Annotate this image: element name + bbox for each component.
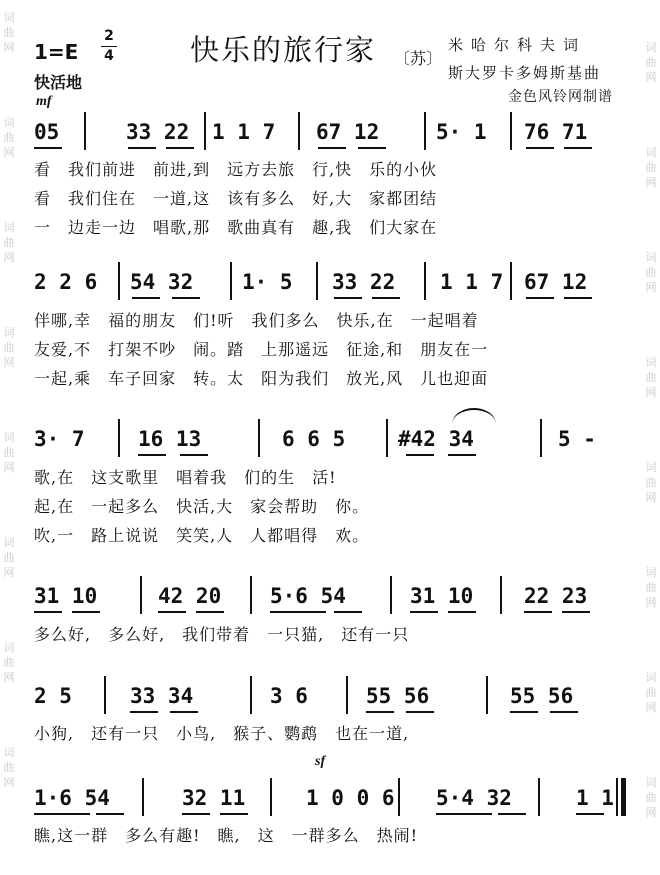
watermark-text: 词曲网 bbox=[645, 776, 657, 819]
notation-row bbox=[30, 786, 630, 816]
measure-notes: 32 11 bbox=[182, 786, 246, 810]
lyrics-line: 伴哪,幸 福的朋友 们!听 我们多么 快乐,在 一起唱着 bbox=[34, 311, 479, 330]
watermark-text: 词曲网 bbox=[3, 641, 15, 684]
measure-notes: #42 34 bbox=[398, 427, 474, 451]
measure-notes: 5· 1 bbox=[436, 120, 487, 144]
dynamic-sf: sf bbox=[315, 754, 326, 769]
watermark-text: 词曲网 bbox=[645, 566, 657, 609]
lyrics-line: 看 我们前进 前进,到 远方去旅 行,快 乐的小伙 bbox=[34, 160, 438, 179]
transcriber-credit: 金色风铃网制谱 bbox=[508, 89, 613, 105]
measure-notes: 1 1 7 bbox=[440, 270, 504, 294]
measure-notes: 05 bbox=[34, 120, 60, 144]
song-title: 快乐的旅行家 bbox=[190, 33, 377, 67]
measure-notes: 33 34 bbox=[130, 684, 194, 708]
measure-notes: 42 20 bbox=[158, 584, 222, 608]
tempo-marking: 快活地 bbox=[34, 73, 83, 92]
measure-notes: 55 56 bbox=[510, 684, 574, 708]
notation-row bbox=[30, 584, 630, 614]
measure-notes: 55 56 bbox=[366, 684, 430, 708]
lyrics-line: 看 我们住在 一道,这 该有多么 好,大 家都团结 bbox=[34, 189, 438, 208]
watermark-text: 词曲网 bbox=[645, 356, 657, 399]
measure-notes: 76 71 bbox=[524, 120, 588, 144]
lyrics-line: 一起,乘 车子回家 转。太 阳为我们 放光,风 儿也迎面 bbox=[34, 369, 489, 388]
watermark-text: 词曲网 bbox=[3, 536, 15, 579]
measure-notes: 3 6 bbox=[270, 684, 308, 708]
watermark-text: 词曲网 bbox=[3, 326, 15, 369]
measure-notes: 22 23 bbox=[524, 584, 588, 608]
measure-notes: 1 1 7 bbox=[212, 120, 276, 144]
notation-row bbox=[30, 270, 630, 300]
measure-notes: 31 10 bbox=[410, 584, 474, 608]
lyricist-credit: 米哈尔科夫词 bbox=[448, 36, 587, 54]
watermark-text: 词曲网 bbox=[3, 746, 15, 789]
lyrics-line: 友爱,不 打架不吵 闹。踏 上那遥远 征途,和 朋友在一 bbox=[34, 340, 489, 359]
measure-notes: 16 13 bbox=[138, 427, 202, 451]
lyrics-line: 多么好, 多么好, 我们带着 一只猫, 还有一只 bbox=[34, 625, 410, 644]
measure-notes: 5·6 54 bbox=[270, 584, 346, 608]
measure-notes: 67 12 bbox=[316, 120, 380, 144]
watermark-text: 词曲网 bbox=[3, 116, 15, 159]
measure-notes: 2 5 bbox=[34, 684, 72, 708]
watermark-text: 词曲网 bbox=[645, 461, 657, 504]
watermark-text: 词曲网 bbox=[3, 221, 15, 264]
time-signature-bottom: 4 bbox=[104, 48, 114, 64]
measure-notes: 6 6 5 bbox=[282, 427, 346, 451]
time-signature-top: 2 bbox=[104, 28, 114, 44]
time-signature bbox=[101, 28, 117, 65]
measure-notes: 54 32 bbox=[130, 270, 194, 294]
measure-notes: 33 22 bbox=[126, 120, 190, 144]
lyrics-line: 瞧,这一群 多么有趣! 瞧, 这 一群多么 热闹! bbox=[34, 826, 419, 845]
dynamic-mf: mf bbox=[36, 94, 52, 109]
watermark-text: 词曲网 bbox=[3, 11, 15, 54]
watermark-text: 词曲网 bbox=[645, 251, 657, 294]
watermark-text: 词曲网 bbox=[645, 41, 657, 84]
measure-notes: 1· 5 bbox=[242, 270, 293, 294]
composer-credit: 斯大罗卡多姆斯基曲 bbox=[448, 64, 602, 82]
lyrics-line: 起,在 一起多么 快活,大 家会帮助 你。 bbox=[34, 497, 370, 516]
measure-notes: 5·4 32 bbox=[436, 786, 512, 810]
measure-notes: 5 - bbox=[558, 427, 596, 451]
measure-notes: 33 22 bbox=[332, 270, 396, 294]
watermark-text: 词曲网 bbox=[645, 671, 657, 714]
measure-notes: 1·6 54 bbox=[34, 786, 110, 810]
watermark-right bbox=[644, 40, 658, 820]
origin-country: 〔苏〕 bbox=[394, 49, 443, 68]
lyrics-line: 小狗, 还有一只 小鸟, 猴子、鹦鹉 也在一道, bbox=[34, 724, 410, 743]
measure-notes: 2 2 6 bbox=[34, 270, 98, 294]
measure-notes: 3· 7 bbox=[34, 427, 85, 451]
measure-notes: 1 1 bbox=[576, 786, 614, 810]
measure-notes: 67 12 bbox=[524, 270, 588, 294]
lyrics-line: 歌,在 这支歌里 唱着我 们的生 活! bbox=[34, 468, 337, 487]
watermark-text: 词曲网 bbox=[645, 146, 657, 189]
measure-notes: 1 0 0 6 bbox=[306, 786, 395, 810]
lyrics-line: 吹,一 路上说说 笑笑,人 人都唱得 欢。 bbox=[34, 526, 370, 545]
notation-row bbox=[30, 120, 630, 150]
lyrics-line: 一 边走一边 唱歌,那 歌曲真有 趣,我 们大家在 bbox=[34, 218, 438, 237]
watermark-left bbox=[2, 10, 16, 790]
measure-notes: 31 10 bbox=[34, 584, 98, 608]
tie-slur bbox=[452, 408, 496, 424]
notation-row bbox=[30, 684, 630, 714]
watermark-text: 词曲网 bbox=[3, 431, 15, 474]
key-signature: 1=E bbox=[34, 40, 79, 64]
